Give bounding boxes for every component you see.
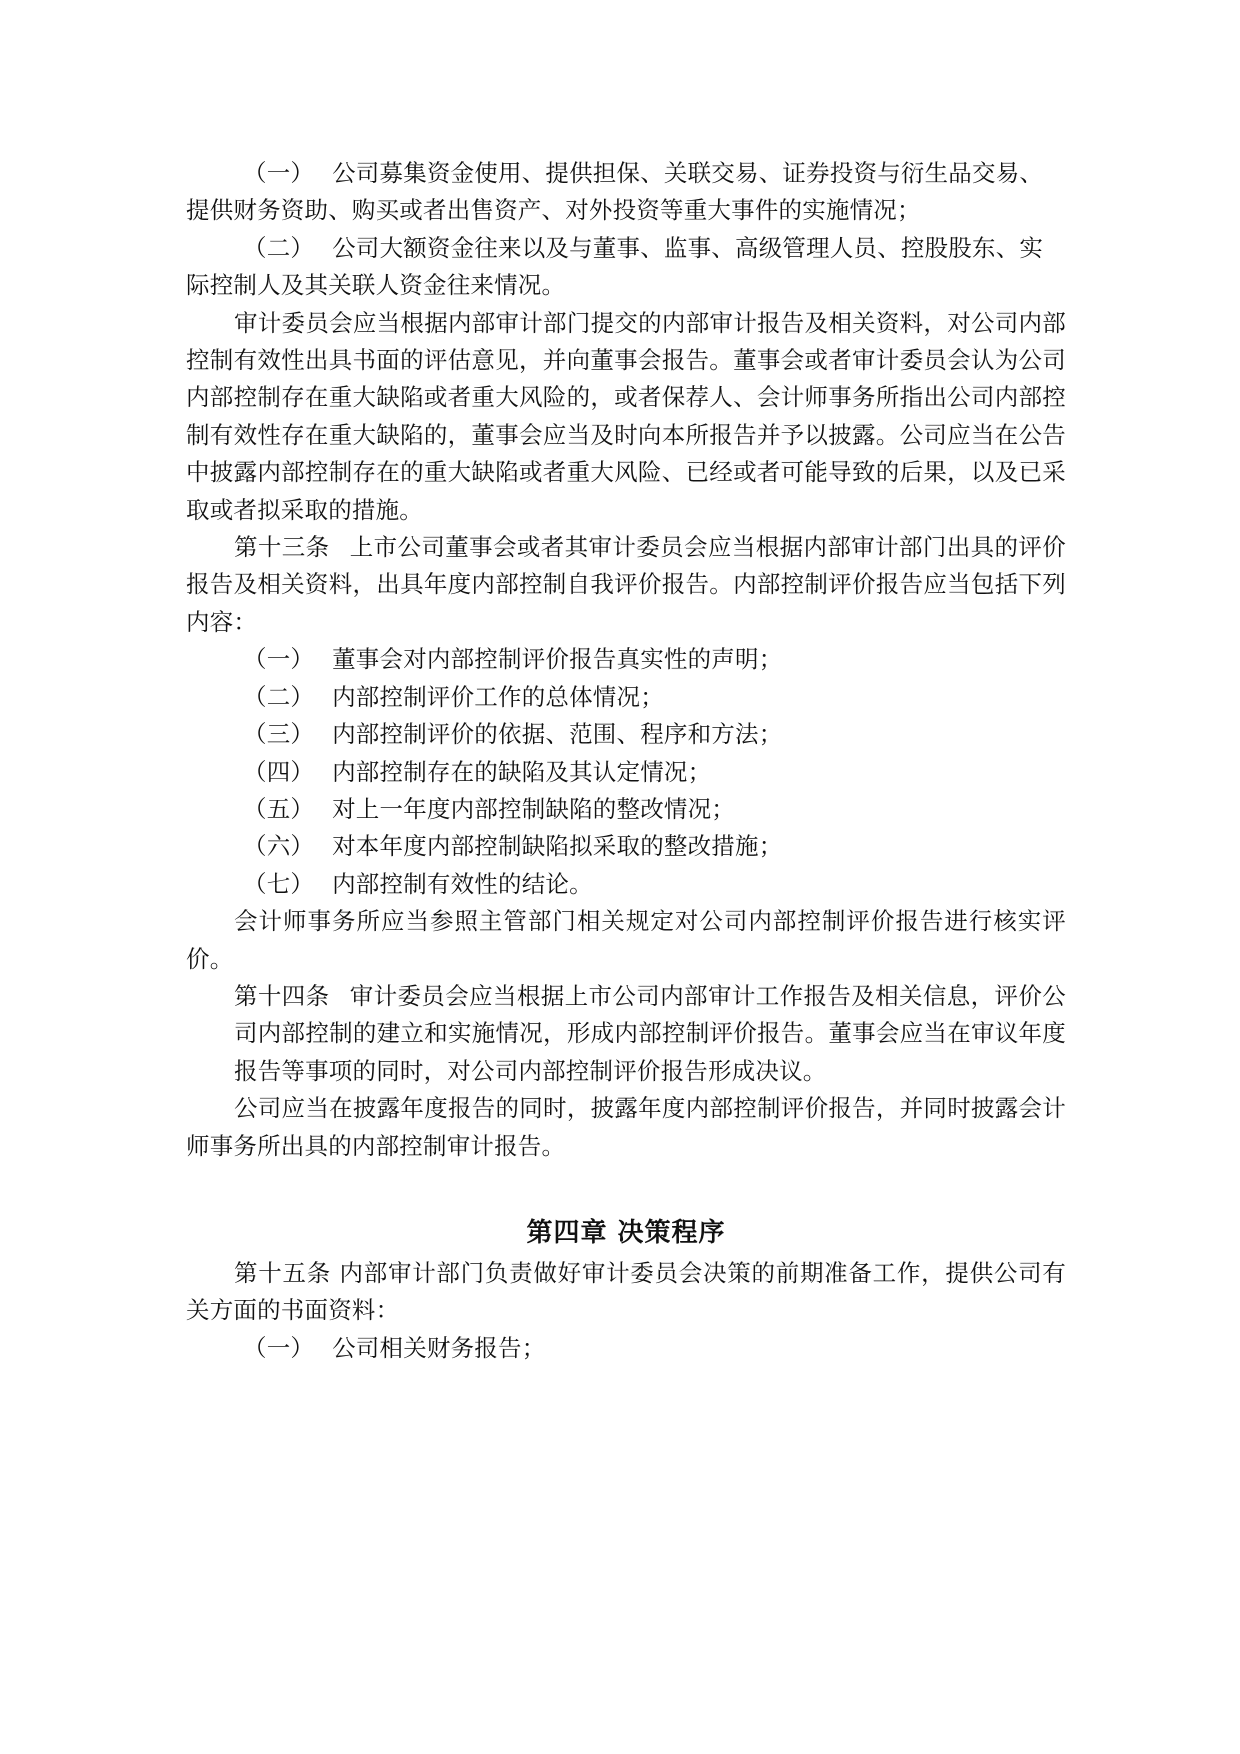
article-15 [186,1255,1066,1330]
item-text: 对上一年度内部控制缺陷的整改情况； [332,794,736,823]
item-text: 董事会对内部控制评价报告真实性的声明； [332,645,783,674]
article-label: 第十三条 [234,533,330,562]
paragraph: 会计师事务所应当参照主管部门相关规定对公司内部控制评价报告进行核实评价。 [186,907,1066,973]
paragraph: 审计委员会应当根据内部审计部门提交的内部审计报告及相关资料，对公司内部控制有效性出具书面的评估意见，并向董事会报告。董事会或者审计委员会认为公司内部控制存在重大缺陷或者重大风险的，或者保荐人、会计师事务所指出公司内部控制有效性存在重大缺陷的，董事会应当及时向本所报告并予以披露。公司应当在公告中披露内部控制存在的重大缺陷或者重大风险、已经或者可能导致的后果，以及已采取或者拟采取的措施。 [186,308,1066,524]
paragraph: 公司应当在披露年度报告的同时，披露年度内部控制评价报告，并同时披露会计师事务所出具的内部控制审计报告。 [186,1094,1066,1160]
item-text: 内部控制评价工作的总体情况； [332,682,664,711]
list-item [186,791,1066,828]
article-13 [186,529,1066,641]
item-marker: （三） [243,720,315,749]
list-item [186,716,1066,753]
item-marker: （四） [243,757,315,786]
article-label: 第十四条 [234,981,330,1010]
item-marker: （一） [243,159,315,187]
item-marker: （七） [243,869,315,898]
item-text: 对本年度内部控制缺陷拟采取的整改措施； [332,832,783,861]
item-marker: （二） [243,233,315,262]
item-text: 内部控制评价的依据、范围、程序和方法； [332,720,783,749]
item-marker: （一） [243,1333,315,1362]
item-text: 内部控制存在的缺陷及其认定情况； [332,757,712,786]
item-text: 公司大额资金往来以及与董事、监事、高级管理人员、控股股东、实际控制人及其关联人资金往来情况。 [186,233,1044,300]
article-text: 内部审计部门负责做好审计委员会决策的前期准备工作，提供公司有关方面的书面资料： [186,1258,1066,1325]
article-label: 第十五条 [234,1258,331,1287]
chapter-title: 第四章 决策程序 [526,1217,726,1248]
article-14 [186,978,1066,1090]
list-item [186,828,1066,865]
item-marker: （六） [243,832,315,861]
item-marker: （五） [243,794,315,823]
item-text: 公司募集资金使用、提供担保、关联交易、证券投资与衍生品交易、提供财务资助、购买或者出售资产、对外投资等重大事件的实施情况； [186,159,1044,225]
list-item [186,866,1066,903]
article-text: 上市公司董事会或者其审计委员会应当根据内部审计部门出具的评价报告及相关资料，出具年度内部控制自我评价报告。内部控制评价报告应当包括下列内容： [186,533,1066,636]
item-marker: （二） [243,682,315,711]
list-item [186,1330,1066,1367]
list-item [186,230,1066,305]
list-item [186,754,1066,791]
document-body [186,155,1066,1367]
item-text: 公司相关财务报告； [332,1333,546,1362]
item-text: 内部控制有效性的结论。 [332,869,593,898]
list-item [186,155,1066,230]
article-text: 审计委员会应当根据上市公司内部审计工作报告及相关信息，评价公司内部控制的建立和实施情况，形成内部控制评价报告。董事会应当在审议年度报告等事项的同时，对公司内部控制评价报告形成决议。 [234,981,1066,1085]
list-item [186,679,1066,716]
item-marker: （一） [243,645,315,674]
list-item [186,641,1066,678]
